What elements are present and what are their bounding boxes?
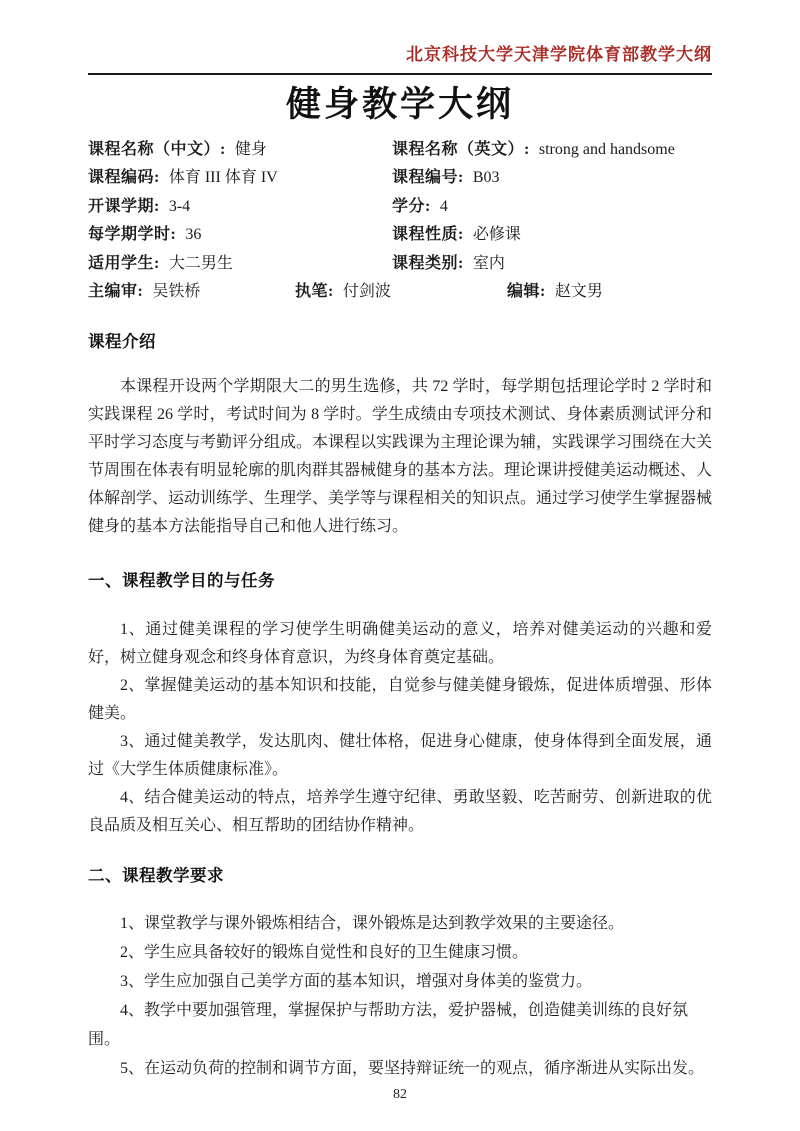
course-info-row xyxy=(88,190,712,219)
page-number: 82 xyxy=(393,1087,407,1102)
course-info-row xyxy=(88,133,712,162)
info-value: strong and handsome xyxy=(538,140,675,158)
editor-cell xyxy=(88,278,295,301)
info-value: 36 xyxy=(185,226,202,244)
intro-section-heading: 课程介绍 xyxy=(88,332,156,351)
info-label: 开课学期: xyxy=(88,197,160,215)
requirement-item: 5、在运动负荷的控制和调节方面，要坚持辩证统一的观点，循序渐进从实际出发。 xyxy=(120,1060,705,1077)
editor-label: 执笔: xyxy=(295,283,334,301)
editor-cell xyxy=(507,278,712,301)
editor-label: 主编审: xyxy=(88,283,144,301)
info-cell-right xyxy=(392,193,712,216)
info-value: 体育 III 体育 IV xyxy=(168,169,278,187)
info-cell-left xyxy=(88,136,392,159)
info-label: 课程类别: xyxy=(392,254,464,272)
editor-label: 编辑: xyxy=(507,283,546,301)
requirements-list xyxy=(88,909,712,1083)
info-cell-left xyxy=(88,164,392,187)
info-label: 每学期学时: xyxy=(88,226,177,244)
institution-header: 北京科技大学天津学院体育部教学大纲 xyxy=(406,45,712,64)
info-label: 课程名称（英文）: xyxy=(392,140,530,158)
info-value: 3-4 xyxy=(168,197,191,215)
editor-cell xyxy=(295,278,507,301)
info-cell-right xyxy=(392,164,712,187)
course-info-row xyxy=(88,162,712,191)
objective-item: 4、结合健美运动的特点，培养学生遵守纪律、勇敢坚毅、吃苦耐劳、创新进取的优良品质及相互关心、相互帮助的团结协作精神。 xyxy=(88,789,712,834)
editors-row xyxy=(88,276,712,305)
info-value: 室内 xyxy=(472,254,505,272)
editor-value: 付剑波 xyxy=(342,283,391,301)
objective-item: 3、通过健美教学，发达肌肉、健壮体格，促进身心健康，使身体得到全面发展，通过《大学生体质健康标准》。 xyxy=(88,733,712,778)
objective-item: 2、掌握健美运动的基本知识和技能，自觉参与健美健身锻炼，促进体质增强、形体健美。 xyxy=(88,677,712,722)
course-info-row xyxy=(88,219,712,248)
editor-value: 吴铁桥 xyxy=(152,283,201,301)
page-title: 健身教学大纲 xyxy=(285,85,514,124)
info-label: 课程名称（中文）: xyxy=(88,140,226,158)
info-value: B03 xyxy=(472,169,500,187)
intro-paragraph: 本课程开设两个学期限大二的男生选修，共 72 学时，每学期包括理论学时 2 学时和实践课程 26 学时，考试时间为 8 学时。学生成绩由专项技术测试、身体素质测试评分和平时学习态度与考勤评分组成。本课程以实践课为主理论课为辅，实践课学习围绕在大关节周围在体表有明显轮廓的肌肉群其器械健身的基本方法。理论课讲授健美运动概述、人体解剖学、运动训练学、生理学、美学等与课程相关的知识点。通过学习使学生掌握器械健身的基本方法能指导自己和他人进行练习。 xyxy=(88,378,713,535)
info-label: 课程编号: xyxy=(392,169,464,187)
info-cell-right xyxy=(392,250,712,273)
info-value: 4 xyxy=(439,197,448,215)
requirements-section-heading: 二、课程教学要求 xyxy=(88,866,224,885)
header-divider xyxy=(88,73,712,75)
info-value: 健身 xyxy=(234,140,267,158)
info-label: 学分: xyxy=(392,197,431,215)
info-cell-right xyxy=(392,136,712,159)
requirement-item: 4、教学中要加强管理，掌握保护与帮助方法，爱护器械，创造健美训练的良好氛围。 xyxy=(88,1002,689,1048)
course-info-row xyxy=(88,247,712,276)
info-label: 课程性质: xyxy=(392,226,464,244)
info-cell-left xyxy=(88,193,392,216)
objective-item: 1、通过健美课程的学习使学生明确健美运动的意义，培养对健美运动的兴趣和爱好，树立健身观念和终身体育意识，为终身体育奠定基础。 xyxy=(88,621,712,666)
info-value: 大二男生 xyxy=(168,254,233,272)
info-value: 必修课 xyxy=(472,226,521,244)
requirement-item: 2、学生应具备较好的锻炼自觉性和良好的卫生健康习惯。 xyxy=(120,944,529,961)
requirement-item: 3、学生应加强自己美学方面的基本知识，增强对身体美的鉴赏力。 xyxy=(120,973,593,990)
info-label: 课程编码: xyxy=(88,169,160,187)
info-label: 适用学生: xyxy=(88,254,160,272)
info-cell-right xyxy=(392,221,712,244)
editor-value: 赵文男 xyxy=(554,283,603,301)
info-cell-left xyxy=(88,221,392,244)
course-info-table xyxy=(88,133,712,276)
objectives-list xyxy=(88,616,712,840)
requirement-item: 1、课堂教学与课外锻炼相结合，课外锻炼是达到教学效果的主要途径。 xyxy=(120,915,625,932)
objectives-section-heading: 一、课程教学目的与任务 xyxy=(88,571,275,590)
info-cell-left xyxy=(88,250,392,273)
